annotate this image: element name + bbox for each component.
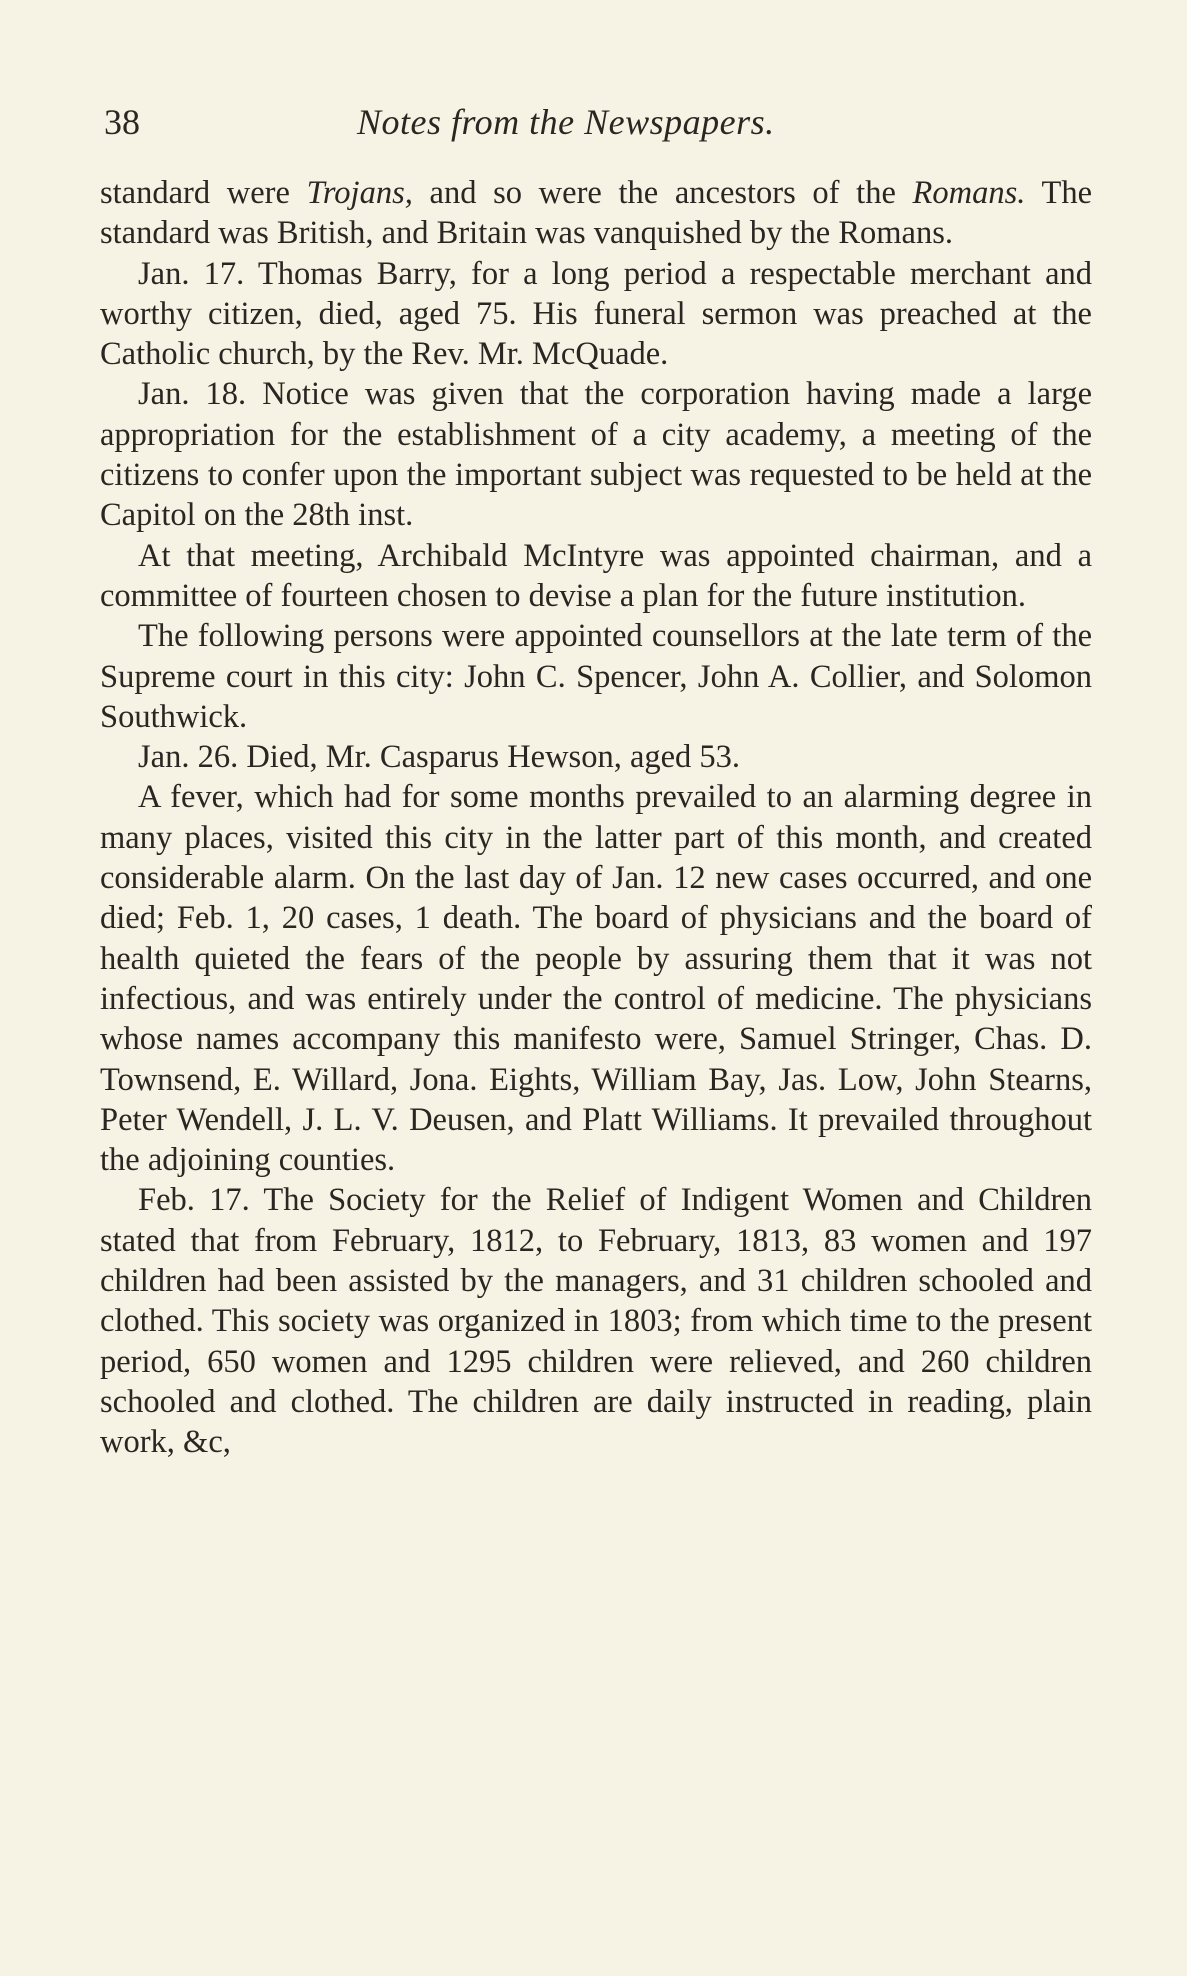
- text-run: Jan. 18. Notice was given that the corporation having made a large appropriation for the establishment of a city academy, a meeting of the citizens to confer upon the important subject was requested to be held at the Capitol on the 28th inst.: [100, 376, 1092, 534]
- running-head: [100, 95, 1092, 155]
- paragraph: [100, 1180, 1092, 1462]
- paragraph: [100, 737, 1092, 777]
- text-run: A fever, which had for some months prevailed to an alarming degree in many places, visited this city in the latter part of this month, and created considerable alarm. On the last day of Jan. 12 new cases occurred, and one died; Feb. 1, 20 cases, 1 death. The board of physicians and the board of health quieted the fears of the people by assuring them that it was not infectious, and was entirely under the control of medicine. The physicians whose names accompany this manifesto were, Samuel Stringer, Chas. D. Townsend, E. Willard, Jona. Eights, William Bay, Jas. Low, John Stearns, Peter Wendell, J. L. V. Deusen, and Platt Williams. It prevailed throughout the adjoining counties.: [100, 779, 1092, 1179]
- text-run: Jan. 26. Died, Mr. Casparus Hewson, aged 53.: [138, 739, 741, 776]
- text-run: Feb. 17. The Society for the Relief of Indigent Women and Children stated that from February, 1812, to February, 1813, 83 women and 197 children had been assisted by the managers, and 31 children schooled and clothed. This society was organized in 1803; from which time to the present period, 650 women and 1295 children were relieved, and 260 children schooled and clothed. The children are daily instructed in reading, plain work, &c,: [100, 1182, 1092, 1461]
- text-run: The following persons were appointed counsellors at the late term of the Supreme court in this city: John C. Spencer, John A. Collier, and Solomon Southwick.: [100, 618, 1092, 735]
- paragraph: [100, 173, 1092, 254]
- book-page: [100, 95, 1092, 1463]
- paragraph: [100, 254, 1092, 375]
- paragraph: [100, 536, 1092, 617]
- text-run: At that meeting, Archibald McIntyre was appointed chairman, and a committee of fourteen chosen to devise a plan for the future institution.: [100, 537, 1092, 614]
- text-run: Jan. 17. Thomas Barry, for a long period a respectable merchant and worthy citizen, died, aged 75. His funeral sermon was preached at the Catholic church, by the Rev. Mr. McQuade.: [100, 255, 1092, 373]
- text-run: and so were the ancestors of the: [412, 175, 913, 211]
- italic-text: Romans.: [912, 175, 1026, 211]
- paragraph: [100, 777, 1092, 1180]
- paragraph: [100, 374, 1092, 535]
- running-title: Notes from the Newspapers.: [357, 102, 775, 142]
- text-run: The standard was British, and Britain was vanquished by the Romans.: [100, 175, 1092, 252]
- paragraph: [100, 616, 1092, 737]
- page-number: 38: [104, 102, 140, 142]
- text-run: standard were: [100, 175, 307, 211]
- italic-text: Trojans,: [306, 175, 413, 211]
- body-text: [100, 173, 1092, 1463]
